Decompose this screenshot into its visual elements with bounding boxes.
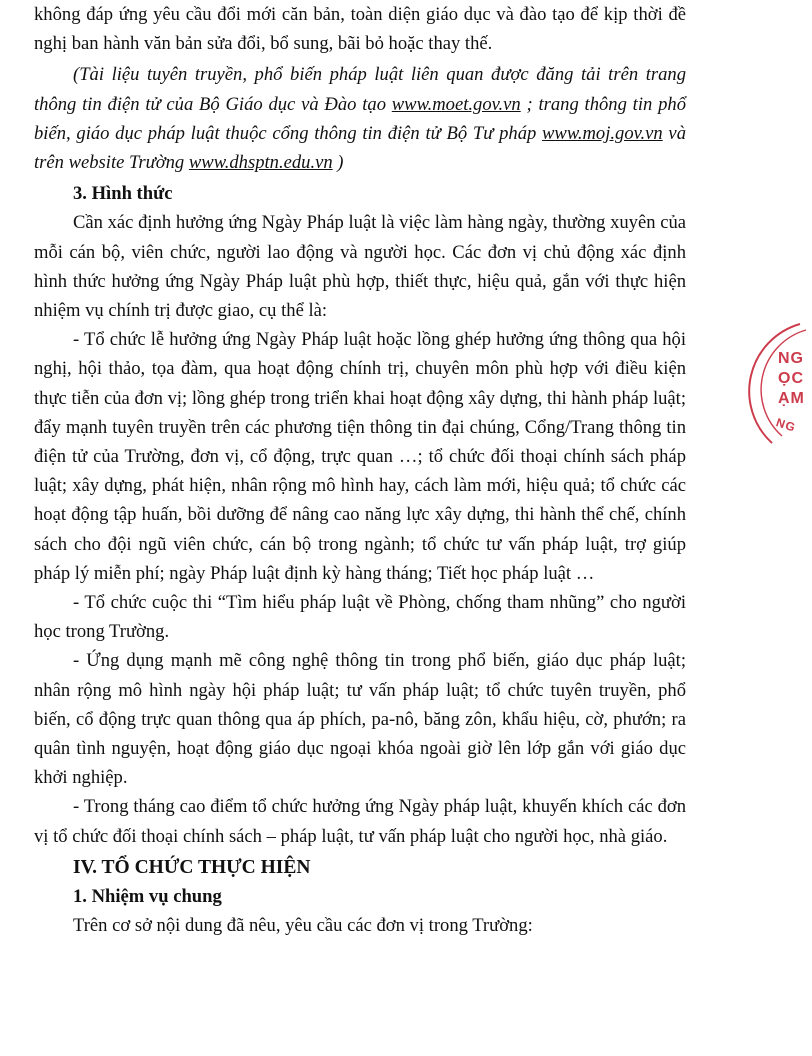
section-heading-iv: IV. TỔ CHỨC THỰC HIỆN xyxy=(73,856,311,878)
bullet-item-3: - Ứng dụng mạnh mẽ công nghệ thông tin trong phổ biến, giáo dục pháp luật; nhân rộng mô hình ngày hội pháp luật; tư vấn pháp luật; tổ chức tuyên truyền, phổ biến, cổ động trực quan thông qua áp phích, pa-nô, băng zôn, khẩu hiệu, cờ, phướn; ra quân tình nguyện, hoạt động giáo dục ngoại khóa ngoài giờ lên lớp gắn với giáo dục khởi nghiệp. xyxy=(34,650,686,789)
bullet-item-1: - Tổ chức lễ hưởng ứng Ngày Pháp luật hoặc lồng ghép hưởng ứng thông qua hội nghị, hội thảo, tọa đàm, qua hoạt động chính trị, chuyên môn phù hợp với điều kiện thực tiễn của đơn vị; lồng ghép trong triển khai hoạt động xây dựng, thi hành pháp luật; đẩy mạnh tuyên truyền trên các phương tiện thông tin đại chúng, Cổng/Trang thông tin điện tử của Trường, đơn vị, cổ động, trực quan …; tổ chức đối thoại chính sách pháp luật; xây dựng, phát hiện, nhân rộng mô hình hay, cách làm mới, hiệu quả; tổ chức các hoạt động tập huấn, bồi dưỡng để nâng cao năng lực xây dựng, thi hành thể chế, chính sách cho đội ngũ viên chức, cán bộ trong ngành; tổ chức tư vấn pháp luật, trợ giúp pháp lý miễn phí; ngày Pháp luật định kỳ hàng tháng; Tiết học pháp luật … xyxy=(34,329,686,584)
link-moet[interactable]: www.moet.gov.vn xyxy=(391,93,521,115)
note-text-4: ) xyxy=(332,152,344,174)
note-text-2: ; trang thông tin phổ biến, giáo dục pháp luật thuộc cổng thông tin điện tử Bộ Tư pháp xyxy=(34,93,686,144)
stamp-text-4: NG xyxy=(774,415,798,435)
bullet-item-4: - Trong tháng cao điểm tổ chức hưởng ứng Ngày pháp luật, khuyến khích các đơn vị tổ chức đối thoại chính sách – pháp luật, tư vấn pháp luật cho người học, nhà giáo. xyxy=(34,796,686,847)
link-moj[interactable]: www.moj.gov.vn xyxy=(542,122,663,144)
reference-note xyxy=(34,60,686,177)
document-body xyxy=(34,0,686,941)
link-dhsptn[interactable]: www.dhsptn.edu.vn xyxy=(188,152,333,174)
subsection-heading-nhiem-vu: 1. Nhiệm vụ chung xyxy=(73,886,222,908)
stamp-text-2: ỌC xyxy=(778,370,804,387)
bullet-item-2: - Tổ chức cuộc thi “Tìm hiểu pháp luật về Phòng, chống tham nhũng” cho người học trong Trường. xyxy=(34,592,686,643)
paragraph-form: Cần xác định hưởng ứng Ngày Pháp luật là việc làm hàng ngày, thường xuyên của mỗi cán bộ, viên chức, người lao động và người học. Các đơn vị chủ động xác định hình thức hưởng ứng Ngày Pháp luật phù hợp, thiết thực, hiệu quả, gắn với thực hiện nhiệm vụ chính trị được giao, cụ thể là: xyxy=(34,212,686,322)
paragraph-last: Trên cơ sở nội dung đã nêu, yêu cầu các đơn vị trong Trường: xyxy=(73,915,533,937)
section-heading-hinh-thuc: 3. Hình thức xyxy=(73,183,173,205)
paragraph-continuation: không đáp ứng yêu cầu đổi mới căn bản, toàn diện giáo dục và đào tạo để kịp thời đề nghị ban hành văn bản sửa đổi, bổ sung, bãi bỏ hoặc thay thế. xyxy=(34,4,686,55)
stamp-text-3: ẠM xyxy=(778,390,805,407)
note-text-1: (Tài liệu tuyên truyền, phổ biến pháp luật liên quan được đăng tải trên trang thông tin điện tử của Bộ Giáo dục và Đào tạo xyxy=(34,64,686,115)
note-text-3: và trên website Trường xyxy=(34,122,686,174)
red-stamp-fragment xyxy=(752,318,812,448)
stamp-text-1: NG xyxy=(778,350,804,367)
